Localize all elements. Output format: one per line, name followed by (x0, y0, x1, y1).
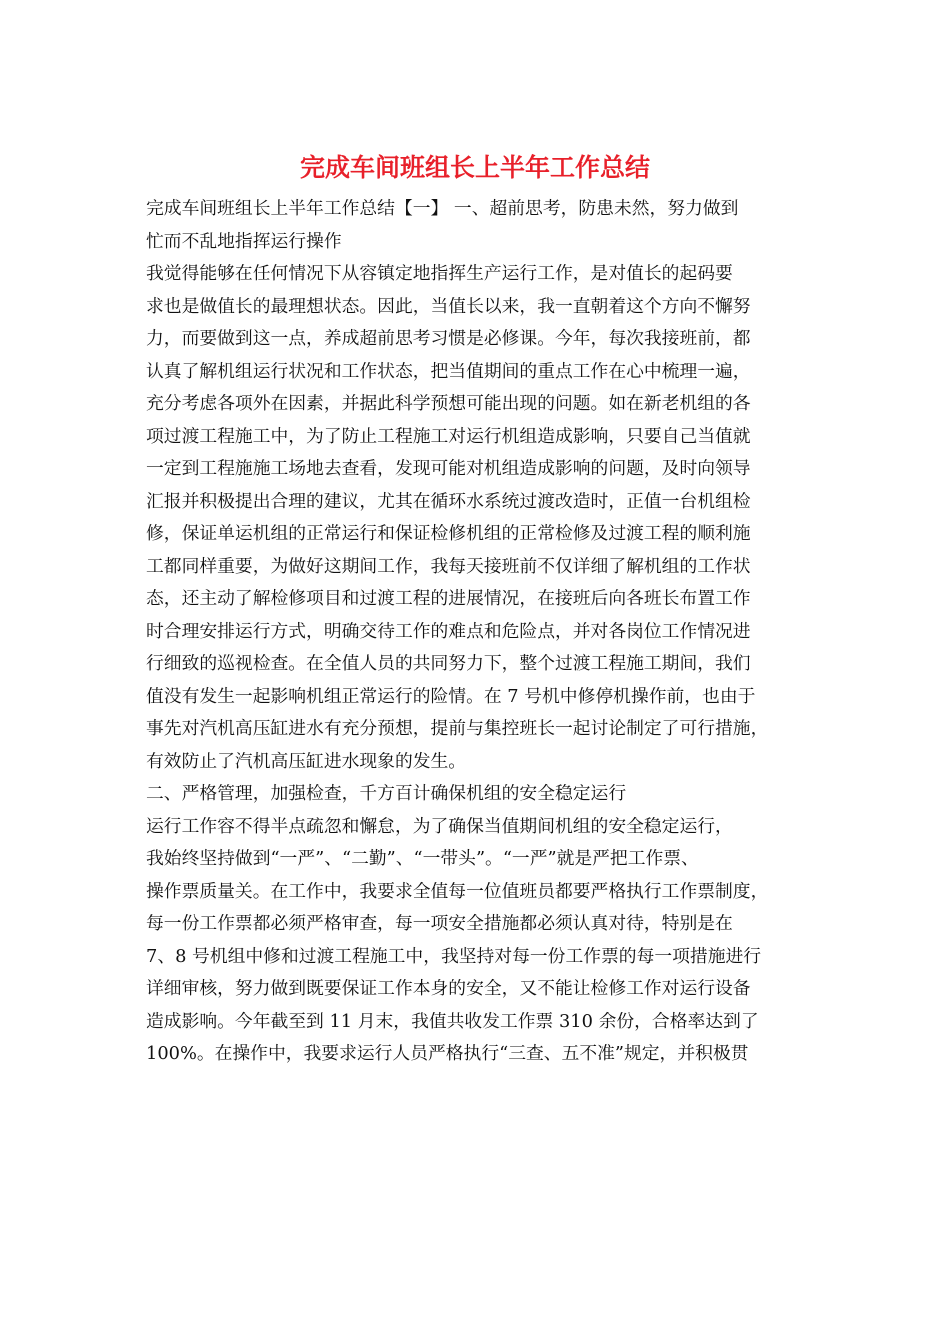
text-line: 100%。在操作中，我要求运行人员严格执行“三查、五不准”规定，并积极贯 (146, 1043, 749, 1064)
text-line: 我始终坚持做到“一严”、“二勤”、“一带头”。“一严”就是严把工作票、 (146, 848, 699, 869)
text-line: 汇报并积极提出合理的建议，尤其在循环水系统过渡改造时，正值一台机组检 (146, 490, 751, 512)
text-line: 每一份工作票都必须严格审查，每一项安全措施都必须认真对待，特别是在 (146, 913, 733, 934)
text-line: 二、严格管理，加强检查，千方百计确保机组的安全稳定运行 (146, 783, 627, 804)
text-line: 项过渡工程施工中，为了防止工程施工对运行机组造成影响，只要自己当值就 (146, 425, 751, 447)
document-body (146, 193, 806, 1071)
document-title: 完成车间班组长上半年工作总结 (299, 153, 650, 182)
text-line: 完成车间班组长上半年工作总结【一】 一、超前思考，防患未然，努力做到 (146, 198, 739, 219)
text-line: 求也是做值长的最理想状态。因此，当值长以来，我一直朝着这个方向不懈努 (146, 295, 751, 317)
text-line: 充分考虑各项外在因素，并据此科学预想可能出现的问题。如在新老机组的各 (146, 393, 751, 414)
text-line: 一定到工程施施工场地去查看，发现可能对机组造成影响的问题，及时向领导 (146, 458, 751, 479)
text-line: 7、8 号机组中修和过渡工程施工中，我坚持对每一份工作票的每一项措施进行 (146, 945, 762, 967)
text-line: 有效防止了汽机高压缸进水现象的发生。 (146, 750, 467, 772)
text-line: 力，而要做到这一点，养成超前思考习惯是必修课。今年，每次我接班前，都 (146, 328, 751, 349)
text-line: 态，还主动了解检修项目和过渡工程的进展情况，在接班后向各班长布置工作 (146, 588, 751, 609)
text-line: 认真了解机组运行状况和工作状态，把当值期间的重点工作在心中梳理一遍， (146, 360, 751, 382)
text-line: 修，保证单运机组的正常运行和保证检修机组的正常检修及过渡工程的顺利施 (146, 523, 751, 544)
text-line: 值没有发生一起影响机组正常运行的险情。在 7 号机中修停机操作前，也由于 (146, 685, 756, 707)
text-line: 运行工作容不得半点疏忽和懈怠，为了确保当值期间机组的安全稳定运行， (146, 815, 733, 837)
text-line: 造成影响。今年截至到 11 月末，我值共收发工作票 310 余份，合格率达到了 (146, 1010, 759, 1032)
text-line: 工都同样重要，为做好这期间工作，我每天接班前不仅详细了解机组的工作状 (146, 555, 751, 577)
text-line: 事先对汽机高压缸进水有充分预想，提前与集控班长一起讨论制定了可行措施， (146, 718, 769, 739)
text-line: 行细致的巡视检查。在全值人员的共同努力下，整个过渡工程施工期间，我们 (146, 653, 751, 674)
text-line: 详细审核，努力做到既要保证工作本身的安全，又不能让检修工作对运行设备 (146, 978, 751, 999)
text-line: 操作票质量关。在工作中，我要求全值每一位值班员都要严格执行工作票制度， (146, 880, 769, 902)
text-line: 时合理安排运行方式，明确交待工作的难点和危险点，并对各岗位工作情况进 (146, 620, 751, 642)
text-line: 忙而不乱地指挥运行操作 (146, 230, 342, 252)
text-line: 我觉得能够在任何情况下从容镇定地指挥生产运行工作，是对值长的起码要 (146, 263, 733, 284)
